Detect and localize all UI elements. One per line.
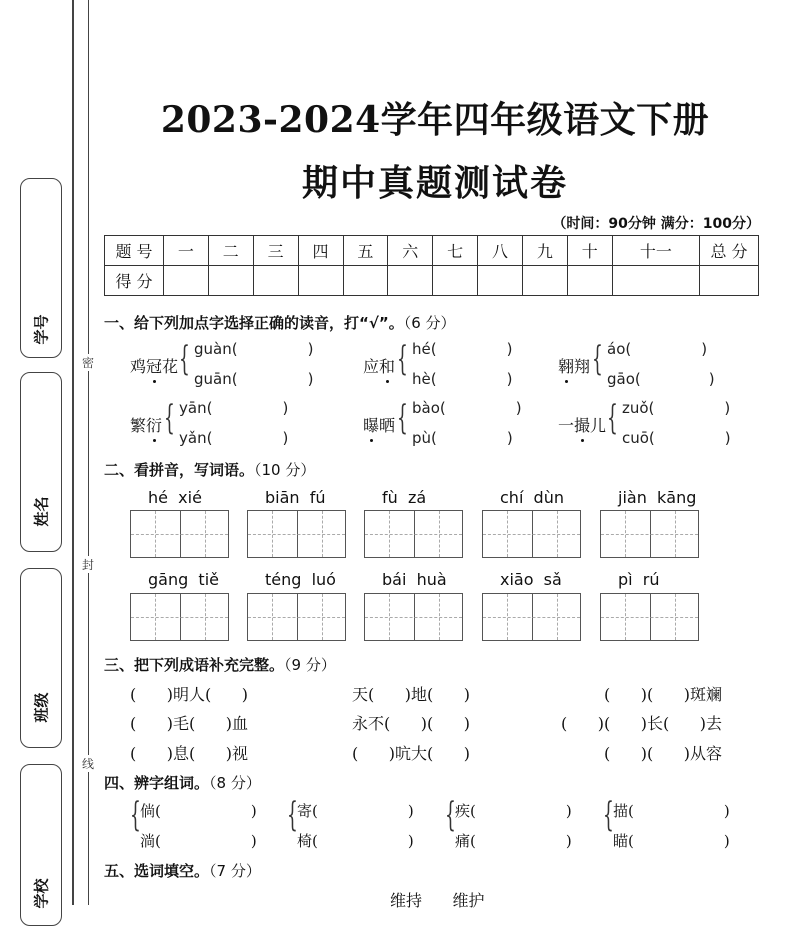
pinyin-option-text: áo( — [607, 340, 632, 358]
class-label: 班级 — [32, 692, 51, 723]
character-word-blank[interactable] — [297, 830, 414, 851]
blank-close: ) — [250, 802, 257, 820]
section1-heading — [104, 312, 456, 333]
idiom-blank[interactable]: 天( )地( ) — [352, 685, 471, 704]
word-char: 鸡 — [130, 357, 147, 376]
character-prompt: 瞄( — [613, 832, 634, 850]
school-label: 学校 — [32, 878, 51, 909]
tian-grid-answer-box[interactable] — [600, 593, 699, 641]
score-table-header-row — [105, 236, 759, 266]
tian-grid-answer-box[interactable] — [247, 593, 346, 641]
pinyin-option-text: hè( — [412, 370, 437, 388]
pinyin-option-close: ) — [282, 429, 289, 447]
score-cell[interactable] — [478, 266, 523, 296]
left-brace: { — [445, 795, 456, 835]
blank-close: ) — [407, 832, 414, 850]
character-prompt: 疾( — [455, 802, 476, 820]
pinyin-prompt: gāng tiě — [148, 570, 219, 589]
pinyin-option-text: yǎn( — [179, 429, 213, 447]
pinyin-option-close: ) — [724, 399, 731, 417]
blank-close: ) — [723, 832, 730, 850]
score-table-header-cell: 二 — [208, 236, 253, 266]
score-cell[interactable] — [253, 266, 298, 296]
character-word-blank[interactable] — [140, 800, 257, 821]
time-score-info: （时间：90分钟 满分：100分） — [552, 216, 760, 232]
seal-mark-xian: 线 — [82, 757, 95, 771]
section2-title: 二、看拼音，写词语。 — [104, 461, 255, 479]
pinyin-prompt: biān fú — [265, 488, 326, 507]
blank-close: ) — [565, 832, 572, 850]
score-cell[interactable] — [388, 266, 433, 296]
section3-points: （9 分） — [284, 656, 336, 674]
idiom-blank[interactable]: ( )吭大( ) — [352, 744, 471, 763]
pinyin-prompt: hé xié — [148, 488, 202, 507]
left-brace: { — [397, 339, 408, 379]
dotted-char: 衍 — [146, 413, 162, 436]
score-table-header-cell: 四 — [298, 236, 343, 266]
pinyin-option-close: ) — [708, 370, 715, 388]
section3-title: 三、把下列成语补充完整。 — [104, 656, 285, 674]
score-table-score-row — [105, 266, 759, 296]
score-table-header-cell: 总 分 — [700, 236, 759, 266]
name-label: 姓名 — [32, 496, 51, 527]
idiom-blank[interactable]: 永不( )( ) — [352, 714, 471, 733]
dotted-char: 撮 — [574, 413, 590, 436]
pinyin-prompt: xiāo sǎ — [500, 570, 562, 589]
pinyin-option-text: hé( — [412, 340, 437, 358]
dotted-char: 和 — [379, 354, 395, 377]
word-char: 翔 — [574, 357, 591, 376]
section5-points: （7 分） — [209, 862, 261, 880]
tian-grid-answer-box[interactable] — [130, 510, 229, 558]
score-table-header-cell: 三 — [253, 236, 298, 266]
exam-title-line1: 2023-2024学年四年级语文下册 — [160, 99, 710, 141]
pinyin-option-text: pù( — [412, 429, 437, 447]
idiom-blank[interactable]: ( )( )斑斓 — [603, 685, 722, 704]
pinyin-option-close: ) — [724, 429, 731, 447]
score-cell[interactable] — [433, 266, 478, 296]
section2-heading — [104, 459, 315, 480]
idiom-blank[interactable]: ( )毛( )血 — [130, 714, 249, 733]
left-brace: { — [164, 398, 175, 438]
character-prompt: 椅( — [297, 832, 318, 850]
left-brace: { — [179, 339, 190, 379]
section4-heading — [104, 772, 261, 793]
score-table-header-cell: 九 — [523, 236, 568, 266]
score-cell[interactable] — [612, 266, 699, 296]
idiom-blank[interactable]: ( )( )长( )去 — [560, 714, 722, 733]
pronunciation-word — [130, 354, 178, 377]
pinyin-prompt: chí dùn — [500, 488, 564, 507]
binding-margin — [0, 0, 98, 909]
score-table-header-cell: 十一 — [612, 236, 699, 266]
pinyin-prompt: téng luó — [265, 570, 336, 589]
section3-heading — [104, 654, 336, 675]
pronunciation-word — [130, 413, 162, 436]
character-word-blank[interactable] — [455, 800, 572, 821]
pinyin-option-2[interactable] — [622, 429, 731, 447]
score-cell[interactable] — [208, 266, 253, 296]
blank-close: ) — [250, 832, 257, 850]
pinyin-option-close: ) — [506, 370, 513, 388]
character-prompt: 寄( — [297, 802, 318, 820]
section4-title: 四、辨字组词。 — [104, 774, 210, 792]
section4-points: （8 分） — [209, 774, 261, 792]
section2-points: （10 分） — [254, 461, 316, 479]
tian-grid-answer-box[interactable] — [482, 593, 581, 641]
pinyin-option-text: guàn( — [194, 340, 238, 358]
pinyin-option-1[interactable] — [622, 399, 730, 417]
character-word-blank[interactable] — [297, 800, 414, 821]
pinyin-option-2[interactable] — [194, 370, 313, 388]
score-table-header-cell: 十 — [567, 236, 612, 266]
tian-grid-answer-box[interactable] — [364, 510, 463, 558]
character-prompt: 痛( — [455, 832, 476, 850]
pinyin-option-2[interactable] — [412, 370, 512, 388]
left-brace: { — [397, 398, 408, 438]
name-box[interactable] — [20, 372, 62, 552]
tian-grid-answer-box[interactable] — [482, 510, 581, 558]
score-table-header-cell: 题 号 — [105, 236, 164, 266]
score-table-header-cell: 五 — [343, 236, 388, 266]
pronunciation-word — [558, 413, 606, 436]
tian-grid-answer-box[interactable] — [130, 593, 229, 641]
score-row-label: 得 分 — [105, 266, 164, 296]
blank-close: ) — [723, 802, 730, 820]
pronunciation-word — [558, 354, 590, 377]
pinyin-option-1[interactable] — [412, 399, 522, 417]
character-word-blank[interactable] — [455, 830, 572, 851]
word-char: 儿 — [590, 416, 607, 435]
left-brace: { — [607, 398, 618, 438]
score-cell[interactable] — [164, 266, 209, 296]
pinyin-option-text: cuō( — [622, 429, 655, 447]
seal-mark-feng: 封 — [82, 558, 95, 572]
idiom-blank[interactable]: ( )明人( ) — [130, 685, 249, 704]
margin-line-outer — [72, 0, 74, 905]
exam-title-line2: 期中真题测试卷 — [301, 162, 568, 204]
section5-heading — [104, 860, 261, 881]
section5-word-choices: 维持 维护 — [390, 891, 485, 910]
left-brace: { — [603, 795, 614, 835]
score-cell[interactable] — [298, 266, 343, 296]
word-char: 一 — [558, 416, 575, 435]
word-char: 晒 — [379, 416, 396, 435]
word-char: 花 — [162, 357, 179, 376]
student-id-box[interactable] — [20, 178, 62, 358]
score-table — [104, 235, 759, 296]
idiom-blank[interactable]: ( )( )从容 — [603, 744, 722, 763]
school-box[interactable] — [20, 764, 62, 926]
score-cell[interactable] — [567, 266, 612, 296]
class-box[interactable] — [20, 568, 62, 748]
pinyin-option-close: ) — [282, 399, 289, 417]
character-word-blank[interactable] — [613, 830, 730, 851]
word-char: 繁 — [130, 416, 147, 435]
dotted-char: 翱 — [558, 354, 574, 377]
pinyin-option-close: ) — [701, 340, 708, 358]
section1-points: （6 分） — [403, 314, 456, 332]
idiom-blank[interactable]: ( )息( )视 — [130, 744, 249, 763]
pinyin-option-text: gāo( — [607, 370, 641, 388]
pinyin-option-close: ) — [515, 399, 522, 417]
pinyin-option-text: yān( — [179, 399, 213, 417]
character-prompt: 淌( — [140, 832, 161, 850]
score-table-header-cell: 七 — [433, 236, 478, 266]
pinyin-option-close: ) — [307, 370, 314, 388]
score-table-header-cell: 六 — [388, 236, 433, 266]
score-cell[interactable] — [343, 266, 388, 296]
pinyin-prompt: bái huà — [382, 570, 447, 589]
score-cell[interactable] — [523, 266, 568, 296]
pinyin-prompt: fù zá — [382, 488, 427, 507]
dotted-char: 冠 — [146, 354, 162, 377]
left-brace: { — [130, 795, 141, 835]
pronunciation-word — [363, 354, 395, 377]
pinyin-option-close: ) — [307, 340, 314, 358]
tian-grid-answer-box[interactable] — [600, 510, 699, 558]
pinyin-option-2[interactable] — [179, 429, 288, 447]
section5-title: 五、选词填空。 — [104, 862, 210, 880]
blank-close: ) — [565, 802, 572, 820]
section1-title: 一、给下列加点字选择正确的读音，打“√”。 — [104, 314, 404, 332]
seal-mark-mi: 密 — [82, 356, 95, 370]
pinyin-option-text: guān( — [194, 370, 238, 388]
pinyin-option-1[interactable] — [412, 340, 512, 358]
pinyin-option-1[interactable] — [179, 399, 288, 417]
pinyin-option-close: ) — [506, 429, 513, 447]
pinyin-option-2[interactable] — [607, 370, 715, 388]
score-table-header-cell: 一 — [164, 236, 209, 266]
pinyin-option-2[interactable] — [412, 429, 513, 447]
pinyin-option-text: zuǒ( — [622, 399, 655, 417]
left-brace: { — [287, 795, 298, 835]
pinyin-option-close: ) — [506, 340, 513, 358]
score-table-header-cell: 八 — [478, 236, 523, 266]
pinyin-prompt: jiàn kāng — [618, 488, 697, 507]
character-word-blank[interactable] — [140, 830, 257, 851]
character-prompt: 描( — [613, 802, 634, 820]
dotted-char: 曝 — [363, 413, 379, 436]
character-prompt: 倘( — [140, 802, 161, 820]
pinyin-prompt: pì rú — [618, 570, 660, 589]
pronunciation-word — [363, 413, 395, 436]
score-cell[interactable] — [700, 266, 759, 296]
left-brace: { — [592, 339, 603, 379]
pinyin-option-1[interactable] — [194, 340, 313, 358]
pinyin-option-1[interactable] — [607, 340, 707, 358]
tian-grid-answer-box[interactable] — [247, 510, 346, 558]
tian-grid-answer-box[interactable] — [364, 593, 463, 641]
pinyin-option-text: bào( — [412, 399, 446, 417]
character-word-blank[interactable] — [613, 800, 730, 821]
student-id-label: 学号 — [32, 314, 51, 345]
blank-close: ) — [407, 802, 414, 820]
word-char: 应 — [363, 357, 380, 376]
